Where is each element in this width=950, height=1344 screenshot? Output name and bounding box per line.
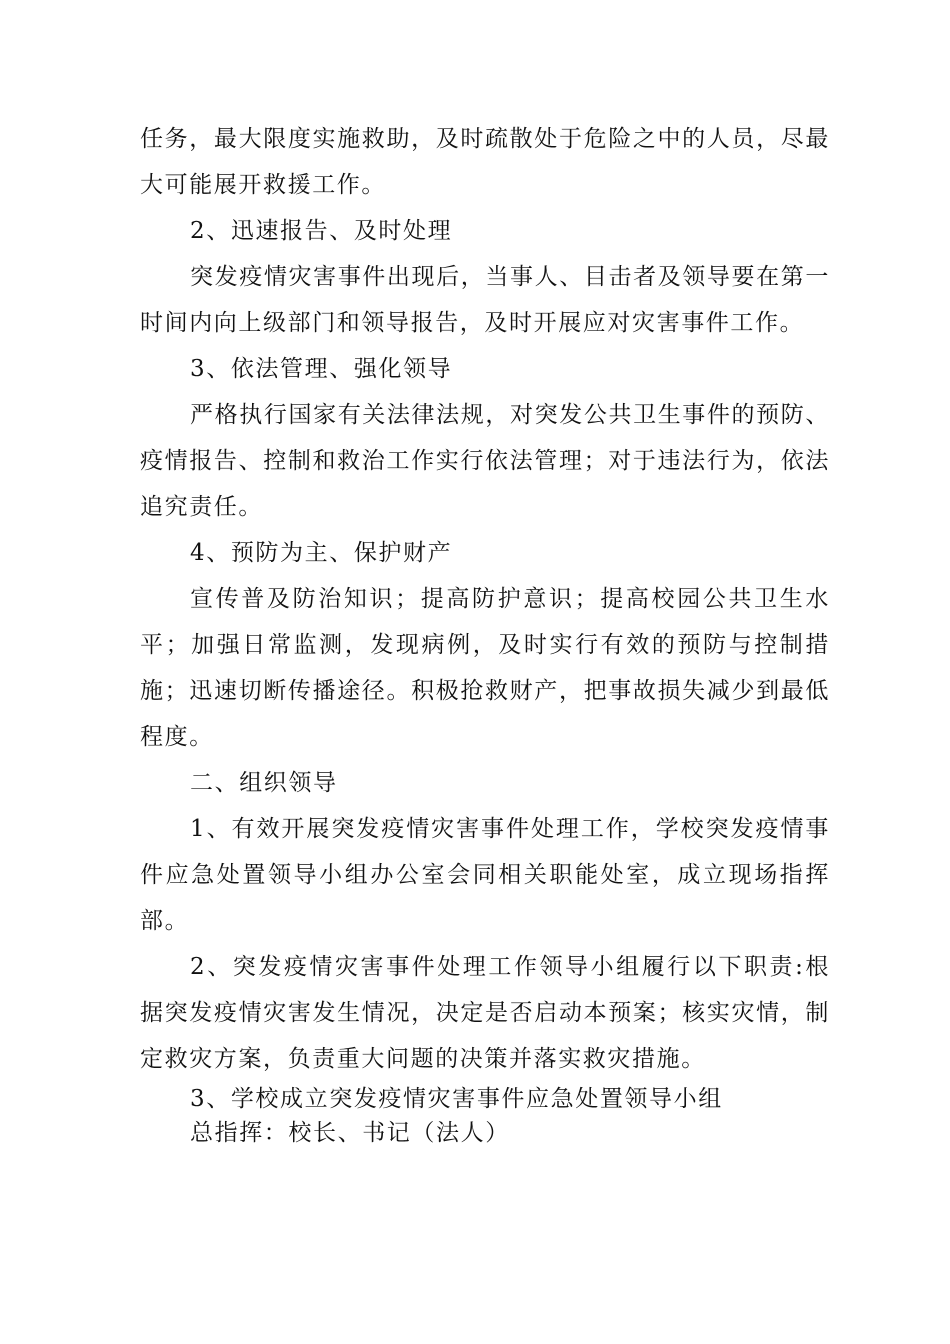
paragraph-commander: 总指挥：校长、书记（法人） [190,1120,510,1146]
paragraph-report: 突发疫情灾害事件出现后，当事人、目击者及领导要在第一时间内向上级部门和领导报告，及时开展应对灾害事件工作。 [140,264,830,336]
document-body [140,116,830,1150]
heading-law-management: 3、依法管理、强化领导 [190,356,453,382]
heading-prevention: 4、预防为主、保护财产 [190,540,453,566]
paragraph-command-post: 1、有效开展突发疫情灾害事件处理工作，学校突发疫情事件应急处置领导小组办公室会同相关职能处室，成立现场指挥部。 [140,816,830,934]
heading-report-handle: 2、迅速报告、及时处理 [190,218,453,244]
paragraph-duties: 2、突发疫情灾害事件处理工作领导小组履行以下职责:根据突发疫情灾害发生情况，决定是否启动本预案；核实灾情，制定救灾方案，负责重大问题的决策并落实救灾措施。 [140,954,830,1072]
paragraph-prevention: 宣传普及防治知识；提高防护意识；提高校园公共卫生水平；加强日常监测，发现病例，及时实行有效的预防与控制措施；迅速切断传播途径。积极抢救财产，把事故损失减少到最低程度。 [140,586,830,750]
paragraph-law: 严格执行国家有关法律法规，对突发公共卫生事件的预防、疫情报告、控制和救治工作实行依法管理；对于违法行为，依法追究责任。 [140,402,830,520]
paragraph-leading-group: 3、学校成立突发疫情灾害事件应急处置领导小组 [190,1086,723,1112]
section-heading-organization: 二、组织领导 [190,770,338,796]
paragraph-rescue-task: 任务，最大限度实施救助，及时疏散处于危险之中的人员，尽最大可能展开救援工作。 [140,126,830,198]
